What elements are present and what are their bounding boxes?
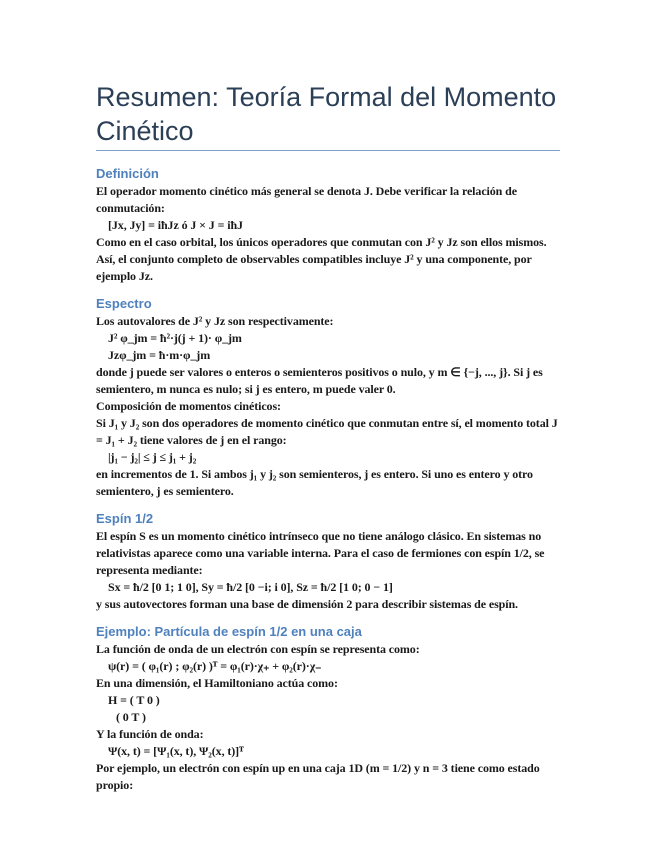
section-heading: Definición [96,166,159,181]
equation-line: [Jx, Jy] = iħJz ó J × J = iħJ [108,218,243,232]
title-divider [96,150,560,151]
section-heading: Espín 1/2 [96,511,154,526]
text-line: Por ejemplo, un electrón con espín up en una caja 1D (m = 1/2) y n = 3 tiene como estado [96,761,540,775]
text-line: = J₁ + J₂ tiene valores de j en el rango: [96,433,287,447]
text-line: Si J₁ y J₂ son dos operadores de momento cinético que conmutan entre sí, el momento total J [96,416,558,430]
text-line: conmutación: [96,201,165,215]
text-line: semientero, j es semientero. [96,484,234,498]
text-line: donde j puede ser valores o enteros o semienteros positivos o nulo, y m ∈ {−j, ..., j}. Si j es [96,365,543,379]
text-line: El espín S es un momento cinético intrínseco que no tiene análogo clásico. En sistemas no [96,529,542,543]
text-line: Así, el conjunto completo de observables compatibles incluye J² y una componente, por [96,252,532,266]
text-line: La función de onda de un electrón con espín se representa como: [96,642,420,656]
text-line: relativistas aparece como una variable interna. Para el caso de fermiones con espín 1/2, se [96,546,545,560]
text-line: ejemplo Jz. [96,269,153,283]
text-line: en incrementos de 1. Si ambos j₁ y j₂ son semienteros, j es entero. Si uno es entero y otro [96,467,533,481]
section-ejemplo [96,623,566,794]
text-line: En una dimensión, el Hamiltoniano actúa como: [96,676,338,690]
equation-line: Sx = ħ/2 [0 1; 1 0], Sy = ħ/2 [0 −i; i 0], Sz = ħ/2 [1 0; 0 − 1] [108,580,393,594]
text-line: Y la función de onda: [96,727,204,741]
section-definicion [96,165,566,285]
text-line: propio: [96,778,134,792]
text-line: Composición de momentos cinéticos: [96,399,281,413]
equation-line: Ψ(x, t) = [Ψ₁(x, t), Ψ₂(x, t)]ᵀ [108,744,244,758]
text-line: semientero, m nunca es nulo; si j es entero, m puede valer 0. [96,382,396,396]
equation-line: |j₁ − j₂| ≤ j ≤ j₁ + j₂ [108,450,197,464]
text-line: y sus autovectores forman una base de dimensión 2 para describir sistemas de espín. [96,597,518,611]
section-espin [96,510,566,613]
equation-line: J² φ_jm = ħ²·j(j + 1)· φ_jm [108,331,242,345]
document-body [96,165,566,804]
section-espectro [96,295,566,500]
equation-line: ( 0 T ) [116,710,146,724]
text-line: Como en el caso orbital, los únicos operadores que conmutan con J² y Jz son ellos mismos. [96,235,547,249]
equation-line: H = ( T 0 ) [108,693,160,707]
section-heading: Ejemplo: Partícula de espín 1/2 en una caja [96,624,362,639]
section-heading: Espectro [96,296,152,311]
text-line: El operador momento cinético más general se denota J. Debe verificar la relación de [96,184,517,198]
equation-line: Jzφ_jm = ħ·m·φ_jm [108,348,211,362]
equation-line: ψ(r) = ( φ₁(r) ; φ₂(r) )ᵀ = φ₁(r)·χ₊ + φ₂(r)·χ₋ [108,659,322,673]
page-title: Resumen: Teoría Formal del Momento Cinético [96,82,557,146]
text-line: Los autovalores de J² y Jz son respectivamente: [96,314,334,328]
text-line: representa mediante: [96,563,203,577]
